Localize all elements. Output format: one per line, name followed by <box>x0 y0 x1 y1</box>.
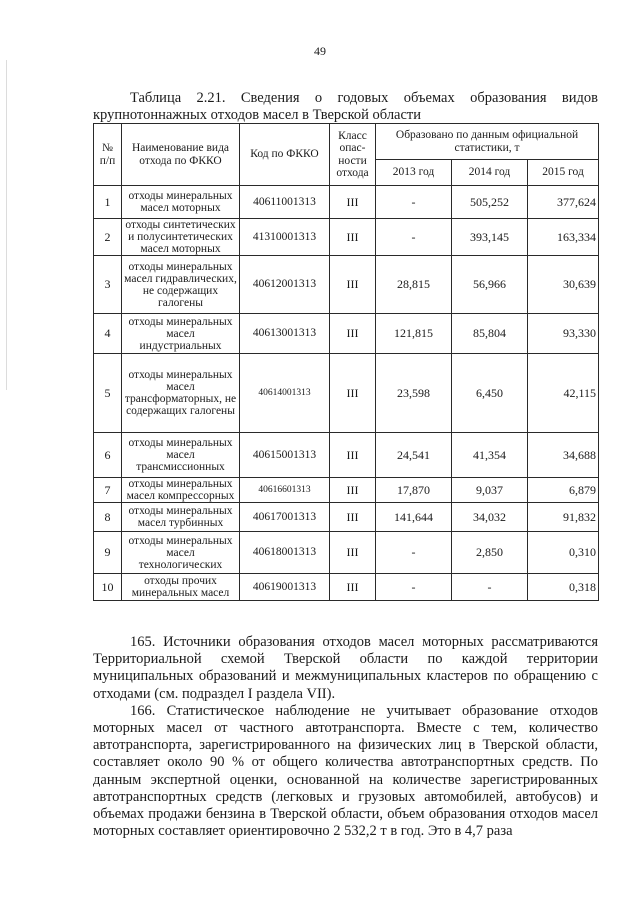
table-row <box>94 186 599 219</box>
row-hazard-class: III <box>330 532 376 574</box>
table-row <box>94 433 599 478</box>
row-fkko-code: 40618001313 <box>240 532 330 574</box>
table-caption-line-1: Таблица 2.21. Сведения о годовых объемах образования видов <box>130 90 598 106</box>
row-num: 6 <box>94 433 122 478</box>
row-waste-name: отходы минеральных масел индустриальных <box>122 314 240 354</box>
body-text <box>93 634 598 840</box>
row-waste-name: отходы минеральных масел технологических <box>122 532 240 574</box>
row-num: 2 <box>94 219 122 256</box>
header-year-2013: 2013 год <box>376 160 452 186</box>
row-num: 10 <box>94 574 122 601</box>
row-value-2013: - <box>376 219 452 256</box>
row-waste-name: отходы минеральных масел трансформаторных, не содержащих галогены <box>122 354 240 433</box>
row-value-2014: 9,037 <box>452 478 528 503</box>
row-value-2015: 34,688 <box>528 433 599 478</box>
table-row <box>94 503 599 532</box>
row-value-2014: 505,252 <box>452 186 528 219</box>
row-waste-name: отходы прочих минеральных масел <box>122 574 240 601</box>
table-row <box>94 314 599 354</box>
scan-margin-line <box>6 60 7 390</box>
row-num: 4 <box>94 314 122 354</box>
row-value-2014: 2,850 <box>452 532 528 574</box>
row-fkko-code: 40616601313 <box>240 478 330 503</box>
header-hazard-class: Класс опас-ности отхода <box>330 124 376 186</box>
row-value-2015: 377,624 <box>528 186 599 219</box>
header-code: Код по ФККО <box>240 124 330 186</box>
row-value-2014: 56,966 <box>452 256 528 314</box>
row-hazard-class: III <box>330 219 376 256</box>
table-row <box>94 574 599 601</box>
row-fkko-code: 41310001313 <box>240 219 330 256</box>
row-waste-name: отходы минеральных масел трансмиссионных <box>122 433 240 478</box>
page-number: 49 <box>314 44 326 58</box>
header-num: № п/п <box>94 124 122 186</box>
row-hazard-class: III <box>330 503 376 532</box>
row-fkko-code: 40611001313 <box>240 186 330 219</box>
row-value-2014: 85,804 <box>452 314 528 354</box>
row-num: 7 <box>94 478 122 503</box>
row-value-2014: 34,032 <box>452 503 528 532</box>
row-num: 5 <box>94 354 122 433</box>
row-num: 8 <box>94 503 122 532</box>
row-fkko-code: 40617001313 <box>240 503 330 532</box>
row-num: 3 <box>94 256 122 314</box>
row-value-2013: - <box>376 574 452 601</box>
row-fkko-code: 40613001313 <box>240 314 330 354</box>
row-value-2015: 91,832 <box>528 503 599 532</box>
row-hazard-class: III <box>330 314 376 354</box>
row-value-2014: - <box>452 574 528 601</box>
table-row <box>94 532 599 574</box>
row-waste-name: отходы минеральных масел гидравлических, не содержащих галогены <box>122 256 240 314</box>
paragraph-165: 165. Источники образования отходов масел моторных рассматриваются Территориальной схемой Тверской области по каждой территории муниципальных образований и межмуниципальных кластеров по обращению с отходами (см. подраздел I раздела VII). <box>93 634 598 702</box>
row-value-2015: 6,879 <box>528 478 599 503</box>
header-year-2014: 2014 год <box>452 160 528 186</box>
row-fkko-code: 40619001313 <box>240 574 330 601</box>
header-name: Наименование вида отхода по ФККО <box>122 124 240 186</box>
row-value-2015: 163,334 <box>528 219 599 256</box>
row-value-2015: 0,310 <box>528 532 599 574</box>
row-value-2013: 17,870 <box>376 478 452 503</box>
paragraph-166: 166. Статистическое наблюдение не учитывает образование отходов моторных масел от частного автотранспорта. Вместе с тем, количество автотранспорта, зарегистрированного на физических лиц в Тверской области, составляет около 90 % от общего количества автотранспортных средств. По данным экспертной оценки, основанной на количестве зарегистрированных автотранспортных средств (легковых и грузовых автомобилей, автобусов) и объемах продажи бензина в Тверской области, объем образования отходов масел моторных составляет ориентировочно 2 532,2 т в год. Это в 4,7 раза <box>93 702 598 840</box>
row-value-2015: 93,330 <box>528 314 599 354</box>
row-value-2013: 28,815 <box>376 256 452 314</box>
row-hazard-class: III <box>330 186 376 219</box>
row-fkko-code: 40612001313 <box>240 256 330 314</box>
waste-oil-table <box>93 123 599 601</box>
header-statistics-group: Образовано по данным официальной статистики, т <box>376 124 599 160</box>
table-caption <box>93 90 598 124</box>
table-row <box>94 256 599 314</box>
row-num: 1 <box>94 186 122 219</box>
table-row <box>94 219 599 256</box>
row-hazard-class: III <box>330 574 376 601</box>
row-value-2015: 0,318 <box>528 574 599 601</box>
row-waste-name: отходы минеральных масел моторных <box>122 186 240 219</box>
row-value-2013: - <box>376 186 452 219</box>
row-fkko-code: 40615001313 <box>240 433 330 478</box>
row-hazard-class: III <box>330 478 376 503</box>
row-fkko-code: 40614001313 <box>240 354 330 433</box>
row-value-2013: 141,644 <box>376 503 452 532</box>
table-caption-line-2: крупнотоннажных отходов масел в Тверской области <box>93 107 422 123</box>
row-hazard-class: III <box>330 354 376 433</box>
row-waste-name: отходы синтетических и полусинтетических масел моторных <box>122 219 240 256</box>
row-hazard-class: III <box>330 256 376 314</box>
row-hazard-class: III <box>330 433 376 478</box>
header-year-2015: 2015 год <box>528 160 599 186</box>
row-value-2013: - <box>376 532 452 574</box>
row-value-2014: 6,450 <box>452 354 528 433</box>
row-waste-name: отходы минеральных масел компрессорных <box>122 478 240 503</box>
row-value-2013: 23,598 <box>376 354 452 433</box>
row-num: 9 <box>94 532 122 574</box>
row-value-2013: 121,815 <box>376 314 452 354</box>
table-row <box>94 354 599 433</box>
row-value-2015: 30,639 <box>528 256 599 314</box>
table-row <box>94 478 599 503</box>
row-value-2015: 42,115 <box>528 354 599 433</box>
row-value-2013: 24,541 <box>376 433 452 478</box>
row-value-2014: 393,145 <box>452 219 528 256</box>
row-value-2014: 41,354 <box>452 433 528 478</box>
row-waste-name: отходы минеральных масел турбинных <box>122 503 240 532</box>
